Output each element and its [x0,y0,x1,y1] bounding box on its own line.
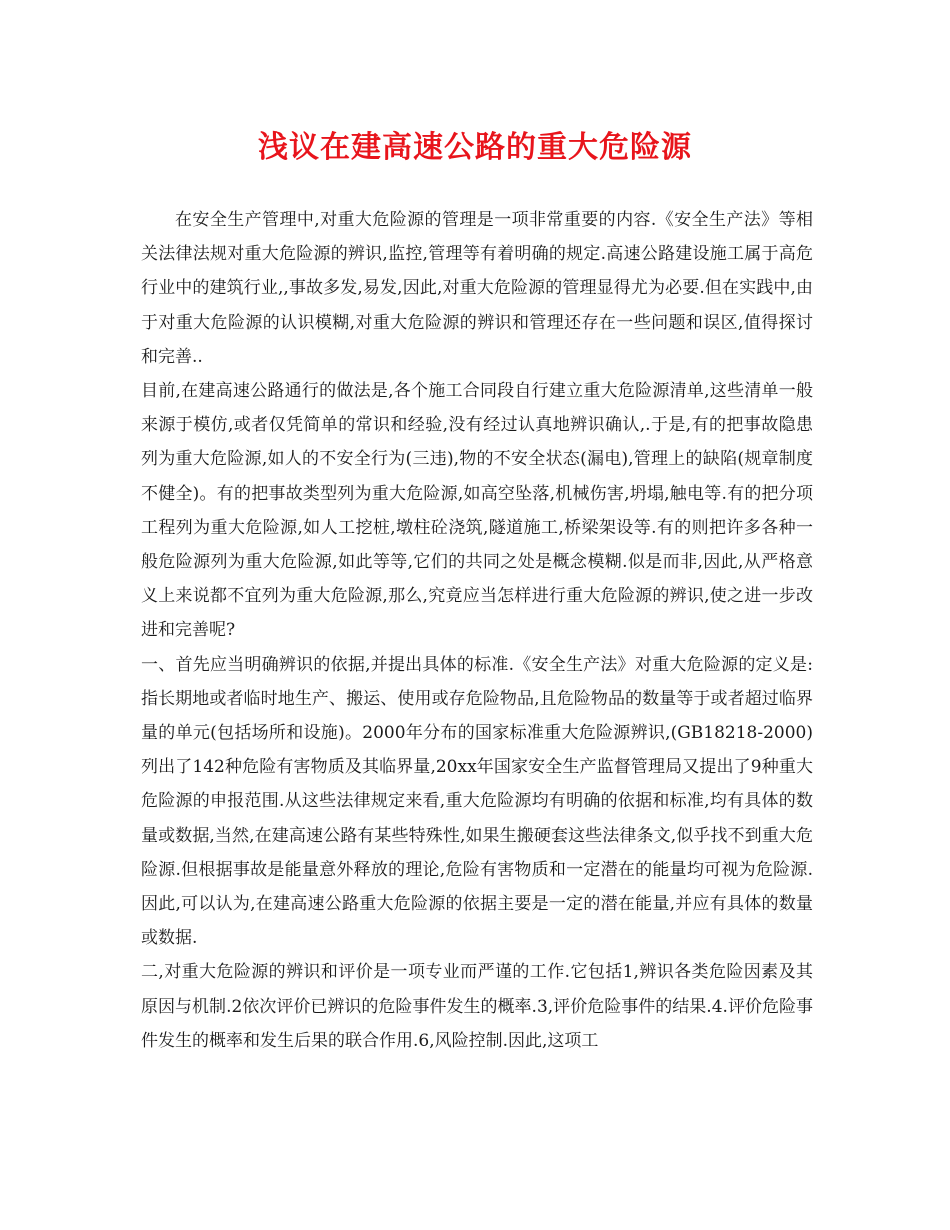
paragraph-current-practice: 目前,在建高速公路通行的做法是,各个施工合同段自行建立重大危险源清单,这些清单一般来源于模仿,或者仅凭简单的常识和经验,没有经过认真地辨识确认,.于是,有的把事故隐患列为重大危险源,如人的不安全行为(三违),物的不安全状态(漏电),管理上的缺陷(规章制度不健全)。有的把事故类型列为重大危险源,如高空坠落,机械伤害,坍塌,触电等.有的把分项工程列为重大危险源,如人工挖桩,墩柱砼浇筑,隧道施工,桥梁架设等.有的则把许多各种一般危险源列为重大危险源,如此等等,它们的共同之处是概念模糊.似是而非,因此,从严格意义上来说都不宜列为重大危险源,那么,究竟应当怎样进行重大危险源的辨识,使之进一步改进和完善呢? [141,381,813,641]
paragraph-intro: 在安全生产管理中,对重大危险源的管理是一项非常重要的内容.《安全生产法》等相关法律法规对重大危险源的辨识,监控,管理等有着明确的规定.高速公路建设施工属于高危行业中的建筑行业,,事故多发,易发,因此,对重大危险源的管理显得尤为必要.但在实践中,由于对重大危险源的认识模糊,对重大危险源的辨识和管理还存在一些问题和误区,值得探讨和完善.. [141,210,813,367]
document-title: 浅议在建高速公路的重大危险源 [258,130,692,165]
paragraph-section-one: 一、首先应当明确辨识的依据,并提出具体的标准.《安全生产法》对重大危险源的定义是:指长期地或者临时地生产、搬运、使用或存危险物品,且危险物品的数量等于或者超过临界量的单元(包括场所和设施)。2000年分布的国家标准重大危险源辨识,(GB18218-2000)列出了142种危险有害物质及其临界量,20xx年国家安全生产监督管理局又提出了9种重大危险源的申报范围.从这些法律规定来看,重大危险源均有明确的依据和标准,均有具体的数量或数据,当然,在建高速公路有某些特殊性,如果生搬硬套这些法律条文,似乎找不到重大危险源.但根据事故是能量意外释放的理论,危险有害物质和一定潜在的能量均可视为危险源.因此,可以认为,在建高速公路重大危险源的依据主要是一定的潜在能量,并应有具体的数量或数据. [141,654,813,949]
document-body [141,203,813,1058]
paragraph-section-two: 二,对重大危险源的辨识和评价是一项专业而严谨的工作.它包括1,辨识各类危险因素及其原因与机制.2依次评价已辨识的危险事件发生的概率.3,评价危险事件的结果.4.评价危险事件发生的概率和发生后果的联合作用.6,风险控制.因此,这项工 [141,962,813,1051]
